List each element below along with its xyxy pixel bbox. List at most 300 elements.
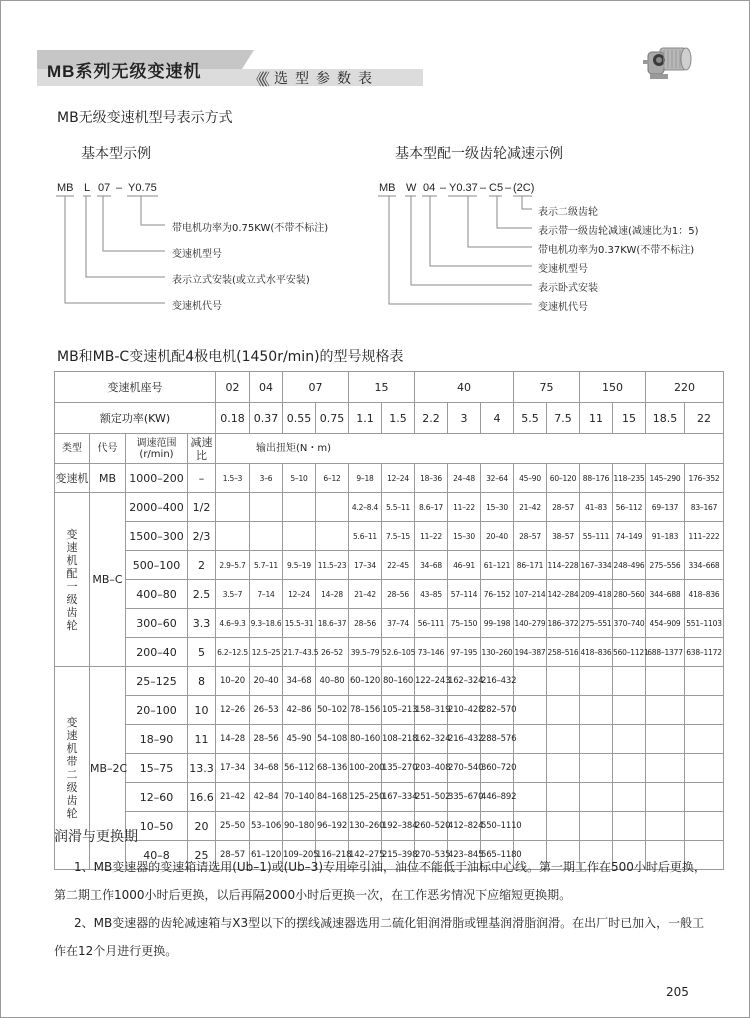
torque-cell	[580, 783, 613, 812]
torque-cell: 60–120	[547, 464, 580, 493]
torque-cell: 130–260	[349, 812, 382, 841]
torque-cell	[547, 725, 580, 754]
speed-range-cell: 1000–200	[126, 464, 188, 493]
torque-cell	[613, 754, 646, 783]
speed-range-cell: 40–8	[126, 841, 188, 870]
torque-cell	[646, 696, 685, 725]
torque-cell	[685, 696, 724, 725]
torque-cell: 334–668	[685, 551, 724, 580]
torque-cell: 6.2–12.5	[216, 638, 250, 667]
table-row	[55, 783, 724, 812]
torque-cell: 275–556	[646, 551, 685, 580]
torque-cell: 550–1110	[481, 812, 514, 841]
power-cell: 0.75	[316, 403, 349, 434]
torque-cell: 74–149	[613, 522, 646, 551]
speed-range-cell: 10–50	[126, 812, 188, 841]
torque-cell	[316, 493, 349, 522]
torque-cell: 167–334	[580, 551, 613, 580]
torque-cell: 565–1180	[481, 841, 514, 870]
torque-cell: 42–86	[283, 696, 316, 725]
torque-cell: 100–200	[349, 754, 382, 783]
torque-cell: 560–1121	[613, 638, 646, 667]
torque-cell: 91–183	[646, 522, 685, 551]
torque-cell: 56–112	[283, 754, 316, 783]
torque-cell: 638–1172	[685, 638, 724, 667]
torque-cell: 34–68	[415, 551, 448, 580]
power-cell: 22	[685, 403, 724, 434]
ratio-cell: 5	[188, 638, 216, 667]
torque-cell: 360–720	[481, 754, 514, 783]
torque-cell: 76–152	[481, 580, 514, 609]
gear-code-frame: 04	[423, 182, 436, 194]
power-cell: 18.5	[646, 403, 685, 434]
code-motor: Y0.75	[128, 182, 157, 194]
ratio-cell: 1/2	[188, 493, 216, 522]
code-mb: MB	[57, 182, 74, 194]
torque-cell: 12–24	[382, 464, 415, 493]
torque-cell: 418–836	[580, 638, 613, 667]
torque-cell: 116–218	[316, 841, 349, 870]
speed-range-cell: 500–100	[126, 551, 188, 580]
frame-04: 04	[250, 372, 283, 403]
torque-cell: 5.6–11	[349, 522, 382, 551]
torque-cell	[613, 696, 646, 725]
col-speed-range	[126, 434, 188, 464]
group-type: 变速机	[55, 464, 90, 493]
basic-desc-mount: 表示立式安装(或立式水平安装)	[172, 275, 310, 286]
speed-range-cell: 400–80	[126, 580, 188, 609]
torque-cell: 7–14	[250, 580, 283, 609]
power-cell: 0.37	[250, 403, 283, 434]
torque-cell: 258–516	[547, 638, 580, 667]
torque-cell: 28–57	[514, 522, 547, 551]
torque-cell	[547, 783, 580, 812]
torque-cell	[514, 783, 547, 812]
torque-cell: 73–146	[415, 638, 448, 667]
torque-cell: 344–688	[646, 580, 685, 609]
torque-cell: 42–84	[250, 783, 283, 812]
torque-cell: 45–90	[283, 725, 316, 754]
gear-code-c5: C5	[489, 182, 504, 194]
torque-cell: 80–160	[382, 667, 415, 696]
ratio-cell: 2.5	[188, 580, 216, 609]
speed-range-cell: 12–60	[126, 783, 188, 812]
torque-cell: 38–57	[547, 522, 580, 551]
torque-cell: 45–90	[514, 464, 547, 493]
power-cell: 4	[481, 403, 514, 434]
table-row	[55, 551, 724, 580]
frame-40: 40	[415, 372, 514, 403]
torque-cell: 15.5–31	[283, 609, 316, 638]
torque-cell	[514, 725, 547, 754]
torque-cell: 12.5–25	[250, 638, 283, 667]
torque-cell	[613, 812, 646, 841]
table-row	[55, 464, 724, 493]
ratio-cell: 20	[188, 812, 216, 841]
torque-cell: 203–408	[415, 754, 448, 783]
frame-220: 220	[646, 372, 724, 403]
torque-cell: 46–91	[448, 551, 481, 580]
torque-cell: 70–140	[283, 783, 316, 812]
torque-cell: 21–42	[216, 783, 250, 812]
torque-cell: 9.3–18.6	[250, 609, 283, 638]
torque-cell: 105–213	[382, 696, 415, 725]
torque-cell: 28–56	[250, 725, 283, 754]
torque-cell: 107–214	[514, 580, 547, 609]
gear-desc-c5: 表示带一级齿轮减速(减速比为1：5)	[538, 226, 699, 237]
torque-cell: 68–136	[316, 754, 349, 783]
speed-range-cell: 2000–400	[126, 493, 188, 522]
torque-cell: 111–222	[685, 522, 724, 551]
torque-cell	[547, 754, 580, 783]
power-cell: 5.5	[514, 403, 547, 434]
basic-desc-motor: 带电机功率为0.75KW(不带不标注)	[172, 223, 329, 234]
torque-cell: 108–218	[382, 725, 415, 754]
torque-cell: 551–1103	[685, 609, 724, 638]
ratio-cell: 11	[188, 725, 216, 754]
gear-desc-2c: 表示二级齿轮	[538, 207, 598, 218]
torque-cell: 270–535	[415, 841, 448, 870]
torque-cell	[514, 754, 547, 783]
power-cell: 0.55	[283, 403, 316, 434]
ratio-cell: –	[188, 464, 216, 493]
torque-cell: 61–121	[481, 551, 514, 580]
basic-desc-frame: 变速机型号	[172, 249, 222, 260]
ratio-cell: 13.3	[188, 754, 216, 783]
torque-cell: 5.5–11	[382, 493, 415, 522]
torque-cell	[580, 725, 613, 754]
torque-cell: 6–12	[316, 464, 349, 493]
col-type: 类型	[55, 434, 90, 464]
power-cell: 0.18	[216, 403, 250, 434]
torque-cell: 32–64	[481, 464, 514, 493]
torque-cell	[216, 493, 250, 522]
torque-cell	[646, 812, 685, 841]
gear-code-dash1: –	[440, 182, 447, 194]
torque-cell: 56–111	[415, 609, 448, 638]
torque-cell: 15–30	[448, 522, 481, 551]
frame-150: 150	[580, 372, 646, 403]
torque-cell: 52.6–105	[382, 638, 415, 667]
ratio-cell: 2	[188, 551, 216, 580]
torque-cell: 24–48	[448, 464, 481, 493]
group-type: 变速机带二级齿轮	[55, 667, 90, 870]
gear-code-mount: W	[406, 182, 417, 194]
table-row	[55, 638, 724, 667]
torque-cell	[646, 725, 685, 754]
group-code: MB–2C	[90, 667, 126, 870]
basic-desc-code: 变速机代号	[172, 301, 222, 312]
torque-cell: 1.5–3	[216, 464, 250, 493]
torque-cell: 209–418	[580, 580, 613, 609]
gear-code-dash2: –	[480, 182, 487, 194]
torque-cell: 50–102	[316, 696, 349, 725]
page-number: 205	[666, 985, 689, 999]
torque-cell	[547, 696, 580, 725]
torque-cell: 215–398	[382, 841, 415, 870]
torque-cell: 192–384	[382, 812, 415, 841]
torque-cell: 14–28	[316, 580, 349, 609]
speed-range-cell: 20–100	[126, 696, 188, 725]
ratio-cell: 3.3	[188, 609, 216, 638]
col-ratio: 减速比	[188, 434, 216, 464]
torque-cell: 26–53	[250, 696, 283, 725]
torque-cell: 216–432	[481, 667, 514, 696]
torque-cell	[685, 725, 724, 754]
torque-cell: 56–112	[613, 493, 646, 522]
torque-cell	[514, 696, 547, 725]
col-torque: 输出扭矩(N・m)	[216, 434, 724, 464]
torque-cell	[646, 667, 685, 696]
ratio-cell: 25	[188, 841, 216, 870]
torque-cell: 83–167	[685, 493, 724, 522]
torque-cell: 4.6–9.3	[216, 609, 250, 638]
torque-cell: 122–243	[415, 667, 448, 696]
torque-cell: 125–250	[349, 783, 382, 812]
torque-cell	[250, 493, 283, 522]
code-frame: 07	[98, 182, 111, 194]
torque-cell: 60–120	[349, 667, 382, 696]
ratio-cell: 16.6	[188, 783, 216, 812]
power-label: 额定功率(KW)	[55, 403, 216, 434]
speed-range-cell: 200–40	[126, 638, 188, 667]
torque-cell: 167–334	[382, 783, 415, 812]
torque-cell: 11–22	[448, 493, 481, 522]
table-row	[55, 812, 724, 841]
power-cell: 11	[580, 403, 613, 434]
torque-cell: 75–150	[448, 609, 481, 638]
gear-code-dash3: –	[505, 182, 512, 194]
torque-cell	[646, 783, 685, 812]
torque-cell: 446–892	[481, 783, 514, 812]
torque-cell: 2.9–5.7	[216, 551, 250, 580]
torque-cell	[216, 522, 250, 551]
torque-cell: 28–56	[382, 580, 415, 609]
gear-code-mb: MB	[379, 182, 396, 194]
torque-cell: 21–42	[349, 580, 382, 609]
torque-cell: 12–24	[283, 580, 316, 609]
torque-cell: 86–171	[514, 551, 547, 580]
torque-cell: 335–670	[448, 783, 481, 812]
torque-cell: 78–156	[349, 696, 382, 725]
torque-cell: 3.5–7	[216, 580, 250, 609]
torque-cell: 140–279	[514, 609, 547, 638]
table-row	[55, 609, 724, 638]
frame-02: 02	[216, 372, 250, 403]
torque-cell: 9–18	[349, 464, 382, 493]
torque-cell: 270–540	[448, 754, 481, 783]
torque-cell: 26–52	[316, 638, 349, 667]
group-code: MB	[90, 464, 126, 493]
torque-cell: 282–570	[481, 696, 514, 725]
torque-cell	[250, 522, 283, 551]
torque-cell: 17–34	[349, 551, 382, 580]
lubrication-paragraph-1: 1、MB变速器的变速箱请选用(Ub–1)或(Ub–3)专用牵引油，油位不能低于油标中心线。第一期工作在500小时后更换，第二期工作1000小时后更换，以后再隔2000小时后更换一次，在工作恶劣情况下应缩短更换期。	[54, 860, 706, 902]
torque-cell: 142–284	[547, 580, 580, 609]
torque-cell: 17–34	[216, 754, 250, 783]
table-row	[55, 667, 724, 696]
section-subtitle: 选型参数表	[274, 71, 379, 87]
torque-cell: 97–195	[448, 638, 481, 667]
chevron-left-icon: 《《《	[248, 70, 266, 89]
torque-cell: 5.7–11	[250, 551, 283, 580]
torque-cell: 28–57	[547, 493, 580, 522]
power-cell: 7.5	[547, 403, 580, 434]
power-cell: 2.2	[415, 403, 448, 434]
table-row	[55, 754, 724, 783]
gear-desc-code: 变速机代号	[538, 302, 588, 313]
gear-example-title: 基本型配一级齿轮减速示例	[395, 146, 563, 162]
torque-cell: 418–836	[685, 580, 724, 609]
column-header-row	[55, 434, 724, 464]
torque-cell: 142–275	[349, 841, 382, 870]
speed-range-cell: 300–60	[126, 609, 188, 638]
torque-cell: 96–192	[316, 812, 349, 841]
torque-cell: 454–909	[646, 609, 685, 638]
torque-cell: 53–106	[250, 812, 283, 841]
torque-cell	[613, 725, 646, 754]
torque-cell: 90–180	[283, 812, 316, 841]
torque-cell	[283, 493, 316, 522]
torque-cell	[580, 754, 613, 783]
torque-cell: 57–114	[448, 580, 481, 609]
torque-cell: 12–26	[216, 696, 250, 725]
torque-cell: 210–428	[448, 696, 481, 725]
torque-cell	[580, 667, 613, 696]
torque-cell: 20–40	[481, 522, 514, 551]
torque-cell: 194–387	[514, 638, 547, 667]
torque-cell	[685, 812, 724, 841]
torque-cell: 10–20	[216, 667, 250, 696]
power-row	[55, 403, 724, 434]
lubrication-paragraph-2: 2、MB变速器的齿轮减速箱与X3型以下的摆线减速器选用二硫化钼润滑脂或锂基润滑脂润滑。在出厂时已加入，一般工作在12个月进行更换。	[54, 916, 705, 958]
torque-cell: 412–824	[448, 812, 481, 841]
speed-range-cell: 25–125	[126, 667, 188, 696]
col-speed-range-unit: (r/min)	[139, 448, 174, 460]
torque-cell: 280–560	[613, 580, 646, 609]
table-row	[55, 725, 724, 754]
torque-cell: 3–6	[250, 464, 283, 493]
torque-cell: 80–160	[349, 725, 382, 754]
torque-cell: 22–45	[382, 551, 415, 580]
torque-cell: 288–576	[481, 725, 514, 754]
code-dash: –	[116, 182, 123, 194]
torque-cell: 88–176	[580, 464, 613, 493]
torque-cell: 162–324	[415, 725, 448, 754]
torque-cell: 28–57	[216, 841, 250, 870]
torque-cell	[580, 696, 613, 725]
power-cell: 3	[448, 403, 481, 434]
torque-cell: 21–42	[514, 493, 547, 522]
torque-cell: 55–111	[580, 522, 613, 551]
torque-cell: 61–120	[250, 841, 283, 870]
torque-cell: 260–520	[415, 812, 448, 841]
frame-15: 15	[349, 372, 415, 403]
torque-cell: 130–260	[481, 638, 514, 667]
lubrication-title: 润滑与更换期	[54, 829, 138, 845]
basic-example-title: 基本型示例	[81, 146, 151, 162]
torque-cell: 248–496	[613, 551, 646, 580]
torque-cell: 18.6–37	[316, 609, 349, 638]
frame-label: 变速机座号	[55, 372, 216, 403]
group-code: MB–C	[90, 493, 126, 667]
table-row	[55, 493, 724, 522]
frame-75: 75	[514, 372, 580, 403]
torque-cell: 370–740	[613, 609, 646, 638]
torque-cell: 15–30	[481, 493, 514, 522]
torque-cell: 275–551	[580, 609, 613, 638]
torque-cell: 39.5–79	[349, 638, 382, 667]
torque-cell: 54–108	[316, 725, 349, 754]
torque-cell: 186–372	[547, 609, 580, 638]
torque-cell: 37–74	[382, 609, 415, 638]
torque-cell: 162–324	[448, 667, 481, 696]
torque-cell	[685, 754, 724, 783]
torque-cell: 28–56	[349, 609, 382, 638]
torque-cell	[283, 522, 316, 551]
torque-cell	[685, 667, 724, 696]
spec-table	[54, 371, 724, 870]
frame-07: 07	[283, 372, 349, 403]
ratio-cell: 2/3	[188, 522, 216, 551]
torque-cell: 41–83	[580, 493, 613, 522]
frame-row	[55, 372, 724, 403]
torque-cell: 34–68	[250, 754, 283, 783]
torque-cell: 8.6–17	[415, 493, 448, 522]
torque-cell	[685, 783, 724, 812]
torque-cell: 21.7–43.5	[283, 638, 316, 667]
table-row	[55, 580, 724, 609]
notation-leader-lines	[0, 0, 750, 340]
gear-code-2c: (2C)	[513, 182, 535, 194]
power-cell: 15	[613, 403, 646, 434]
col-code: 代号	[90, 434, 126, 464]
speed-range-cell: 1500–300	[126, 522, 188, 551]
torque-cell: 43–85	[415, 580, 448, 609]
power-cell: 1.5	[382, 403, 415, 434]
torque-cell: 40–80	[316, 667, 349, 696]
torque-cell: 118–235	[613, 464, 646, 493]
code-mount: L	[84, 182, 91, 194]
notation-title: MB无级变速机型号表示方式	[57, 110, 233, 126]
gear-desc-motor: 带电机功率为0.37KW(不带不标注)	[538, 245, 695, 256]
torque-cell: 84–168	[316, 783, 349, 812]
torque-cell	[613, 783, 646, 812]
torque-cell: 145–290	[646, 464, 685, 493]
speed-range-cell: 18–90	[126, 725, 188, 754]
col-speed-range-label: 调速范围	[136, 437, 177, 449]
torque-cell: 158–319	[415, 696, 448, 725]
torque-cell	[547, 667, 580, 696]
ratio-cell: 8	[188, 667, 216, 696]
torque-cell	[514, 667, 547, 696]
power-cell: 1.1	[349, 403, 382, 434]
torque-cell: 34–68	[283, 667, 316, 696]
group-type: 变速机配一级齿轮	[55, 493, 90, 667]
torque-cell: 20–40	[250, 667, 283, 696]
gear-code-motor: Y0.37	[449, 182, 478, 194]
torque-cell: 11–22	[415, 522, 448, 551]
torque-cell: 7.5–15	[382, 522, 415, 551]
torque-cell: 216–432	[448, 725, 481, 754]
torque-cell: 109–205	[283, 841, 316, 870]
torque-cell	[547, 812, 580, 841]
torque-cell: 25–50	[216, 812, 250, 841]
torque-cell: 135–270	[382, 754, 415, 783]
table-row	[55, 522, 724, 551]
torque-cell: 5–10	[283, 464, 316, 493]
torque-cell: 14–28	[216, 725, 250, 754]
